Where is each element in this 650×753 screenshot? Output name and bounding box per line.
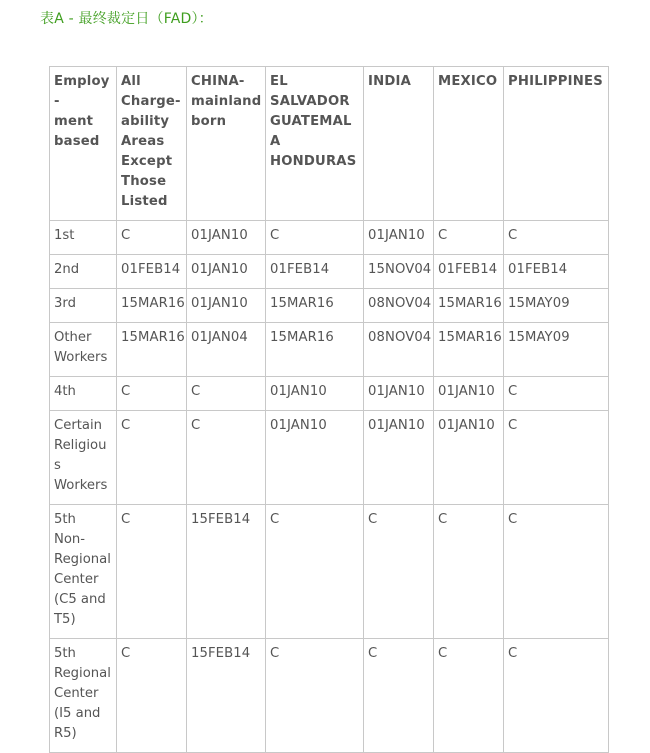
header-mexico: MEXICO	[434, 67, 504, 221]
table-cell: 01JAN10	[266, 377, 364, 411]
row-label: 4th	[50, 377, 117, 411]
table-cell: C	[117, 505, 187, 639]
table-cell: C	[187, 377, 266, 411]
table-cell: 08NOV04	[364, 323, 434, 377]
table-row	[50, 377, 609, 411]
table-cell: C	[364, 639, 434, 753]
row-label: 1st	[50, 221, 117, 255]
table-cell: 15MAR16	[434, 289, 504, 323]
table-cell: C	[117, 221, 187, 255]
table-cell: C	[504, 411, 609, 505]
header-el-salvador-guatemala-honduras: EL SALVADOR GUATEMALA HONDURAS	[266, 67, 364, 221]
table-cell: 15MAY09	[504, 323, 609, 377]
table-cell: C	[117, 639, 187, 753]
table-cell: 01JAN10	[187, 255, 266, 289]
table-cell: 15MAR16	[117, 289, 187, 323]
table-row	[50, 289, 609, 323]
table-cell: 01JAN10	[434, 411, 504, 505]
table-cell: 15MAR16	[117, 323, 187, 377]
table-row	[50, 505, 609, 639]
table-row	[50, 255, 609, 289]
table-cell: C	[434, 639, 504, 753]
table-cell: C	[187, 411, 266, 505]
table-cell: C	[266, 221, 364, 255]
table-cell: 15MAY09	[504, 289, 609, 323]
table-cell: C	[504, 377, 609, 411]
row-label: Other Workers	[50, 323, 117, 377]
table-cell: 01FEB14	[434, 255, 504, 289]
table-cell: 01JAN10	[364, 221, 434, 255]
table-cell: 01JAN10	[187, 289, 266, 323]
table-cell: C	[266, 505, 364, 639]
header-india: INDIA	[364, 67, 434, 221]
page-heading: 表A - 最终裁定日（FAD）：	[40, 11, 213, 27]
row-label: Certain Religious Workers	[50, 411, 117, 505]
table-row	[50, 411, 609, 505]
table-cell: 01JAN10	[364, 411, 434, 505]
table-cell: 15MAR16	[434, 323, 504, 377]
fad-table	[49, 66, 609, 753]
row-label: 5th Non- Regional Center (C5 and T5)	[50, 505, 117, 639]
table-cell: C	[117, 377, 187, 411]
table-cell: 01FEB14	[266, 255, 364, 289]
table-cell: C	[434, 505, 504, 639]
row-label: 2nd	[50, 255, 117, 289]
table-cell: 01JAN10	[364, 377, 434, 411]
header-all-chargeability-areas: All Charge- ability Areas Except Those Listed	[117, 67, 187, 221]
table-cell: 15NOV04	[364, 255, 434, 289]
table-cell: 15MAR16	[266, 289, 364, 323]
table-cell: 15MAR16	[266, 323, 364, 377]
table-cell: 01JAN04	[187, 323, 266, 377]
table-cell: 01FEB14	[117, 255, 187, 289]
table-cell: C	[117, 411, 187, 505]
row-label: 5th Regional Center (I5 and R5)	[50, 639, 117, 753]
table-cell: 01JAN10	[266, 411, 364, 505]
table-row	[50, 221, 609, 255]
row-label: 3rd	[50, 289, 117, 323]
table-cell: C	[434, 221, 504, 255]
table-row	[50, 323, 609, 377]
header-philippines: PHILIPPINES	[504, 67, 609, 221]
table-cell: 08NOV04	[364, 289, 434, 323]
table-cell: C	[266, 639, 364, 753]
header-employment-based: Employ- ment based	[50, 67, 117, 221]
table-cell: C	[504, 221, 609, 255]
table-cell: 01FEB14	[504, 255, 609, 289]
table-cell: 15FEB14	[187, 505, 266, 639]
table-cell: C	[504, 639, 609, 753]
table-row	[50, 639, 609, 753]
table-cell: 01JAN10	[434, 377, 504, 411]
table-cell: C	[504, 505, 609, 639]
table-cell: 15FEB14	[187, 639, 266, 753]
table-header-row	[50, 67, 609, 221]
table-cell: C	[364, 505, 434, 639]
table-cell: 01JAN10	[187, 221, 266, 255]
header-china-mainland-born: CHINA- mainland born	[187, 67, 266, 221]
